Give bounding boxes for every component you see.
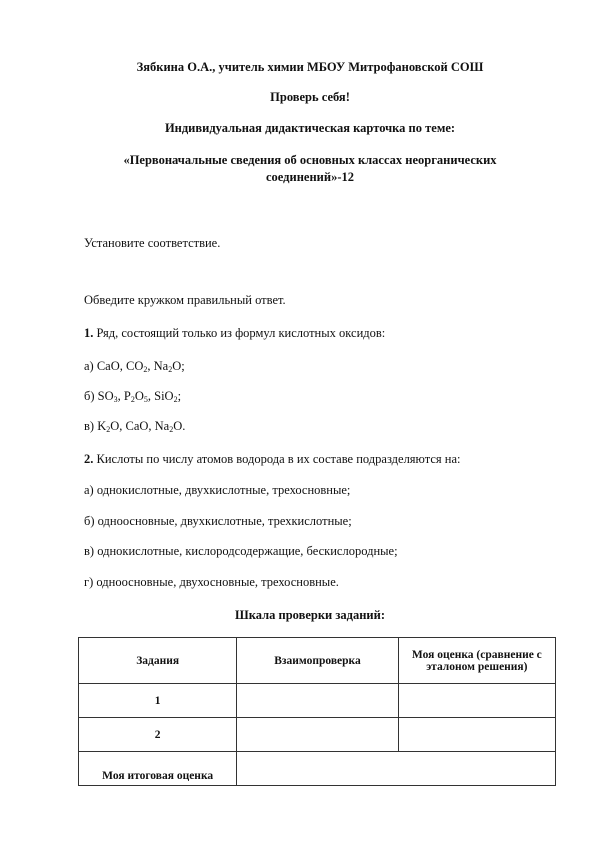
question-2-option-d: г) одноосновные, двухосновные, трехосновные. <box>84 575 339 589</box>
task-number: 2 <box>79 718 237 752</box>
instruction-match: Установите соответствие. <box>84 236 221 250</box>
header-tasks: Задания <box>79 638 237 684</box>
card-subtitle: Индивидуальная дидактическая карточка по теме: <box>164 121 456 135</box>
scale-table <box>78 637 556 786</box>
question-2-option-b: б) одноосновные, двухкислотные, трехкислотные; <box>84 514 352 528</box>
self-grade-cell[interactable] <box>398 684 555 718</box>
question-2 <box>84 451 564 467</box>
question-1-text: Ряд, состоящий только из формул кислотных оксидов: <box>96 326 386 340</box>
question-2-option-a: а) однокислотные, двухкислотные, трехосновные; <box>84 483 351 497</box>
author-line: Зябкина О.А., учитель химии МБОУ Митрофановской СОШ <box>136 60 484 74</box>
document-title: Проверь себя! <box>270 90 350 104</box>
scale-title: Шкала проверки заданий: <box>235 608 385 622</box>
question-1-option-a: а) CaO, $CO_2$, $Na_2O$; <box>84 359 185 374</box>
task-number: 1 <box>79 684 237 718</box>
peer-review-cell[interactable] <box>237 718 398 752</box>
final-grade-label: Моя итоговая оценка <box>79 752 237 786</box>
instruction-circle: Обведите кружком правильный ответ. <box>84 293 286 307</box>
table-row <box>79 684 556 718</box>
question-2-number: 2. <box>84 452 94 466</box>
final-grade-cell[interactable] <box>237 752 556 786</box>
peer-review-cell[interactable] <box>237 684 398 718</box>
topic-line-1: «Первоначальные сведения об основных классах неорганических <box>123 153 497 167</box>
question-2-option-c: в) однокислотные, кислородсодержащие, бескислородные; <box>84 544 398 558</box>
header-self-grade: Моя оценка (сравнение с эталоном решения) <box>398 638 555 684</box>
question-1-option-b: б) $SO_3$, $P_2O_5$, SiO$_2$; <box>84 389 182 404</box>
topic-line-2: соединений»-12 <box>266 170 354 184</box>
header-peer-review: Взаимопроверка <box>237 638 398 684</box>
self-grade-cell[interactable] <box>398 718 555 752</box>
question-1-number: 1. <box>84 326 94 340</box>
question-1 <box>84 325 564 341</box>
question-1-option-c: в) $K_2O$, CaO, $Na_2O$. <box>84 419 186 434</box>
table-header-row <box>79 638 556 684</box>
table-row <box>79 718 556 752</box>
final-grade-row <box>79 752 556 786</box>
question-2-text: Кислоты по числу атомов водорода в их составе подразделяются на: <box>96 452 461 466</box>
